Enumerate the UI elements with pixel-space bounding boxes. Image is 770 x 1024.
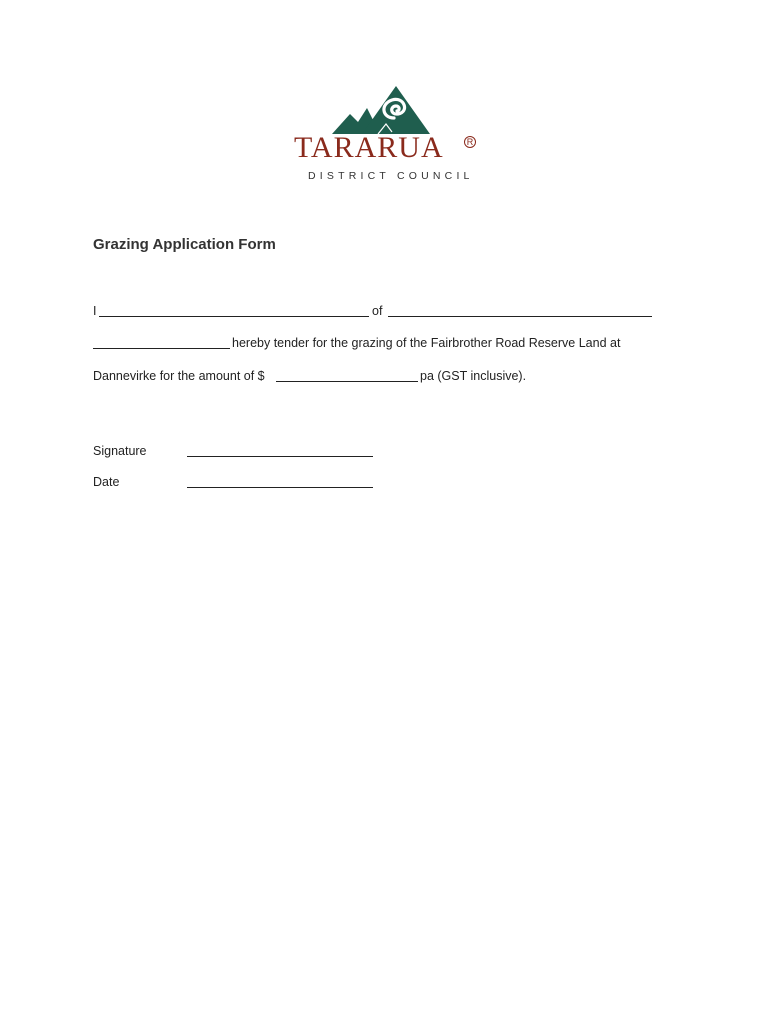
line3-text: Dannevirke for the amount of $ — [93, 369, 265, 383]
line1-of-label: of — [372, 304, 383, 318]
name-field[interactable] — [99, 316, 369, 317]
address-field[interactable] — [388, 316, 652, 317]
mountain-koru-icon — [332, 84, 432, 136]
logo-subtitle: DISTRICT COUNCIL — [308, 170, 474, 182]
registered-mark: R — [464, 136, 476, 148]
date-field[interactable] — [187, 487, 373, 488]
signature-label: Signature — [93, 444, 147, 458]
line1-prefix: I — [93, 304, 97, 318]
amount-field[interactable] — [276, 381, 418, 382]
logo-wordmark: TARARUA — [294, 131, 444, 164]
council-logo — [290, 84, 480, 184]
line3-suffix: pa (GST inclusive). — [420, 369, 527, 383]
tender-name-field[interactable] — [93, 348, 230, 349]
line2-text: hereby tender for the grazing of the Fairbrother Road Reserve Land at — [232, 336, 621, 350]
signature-field[interactable] — [187, 456, 373, 457]
form-title: Grazing Application Form — [93, 236, 276, 253]
date-label: Date — [93, 475, 120, 489]
